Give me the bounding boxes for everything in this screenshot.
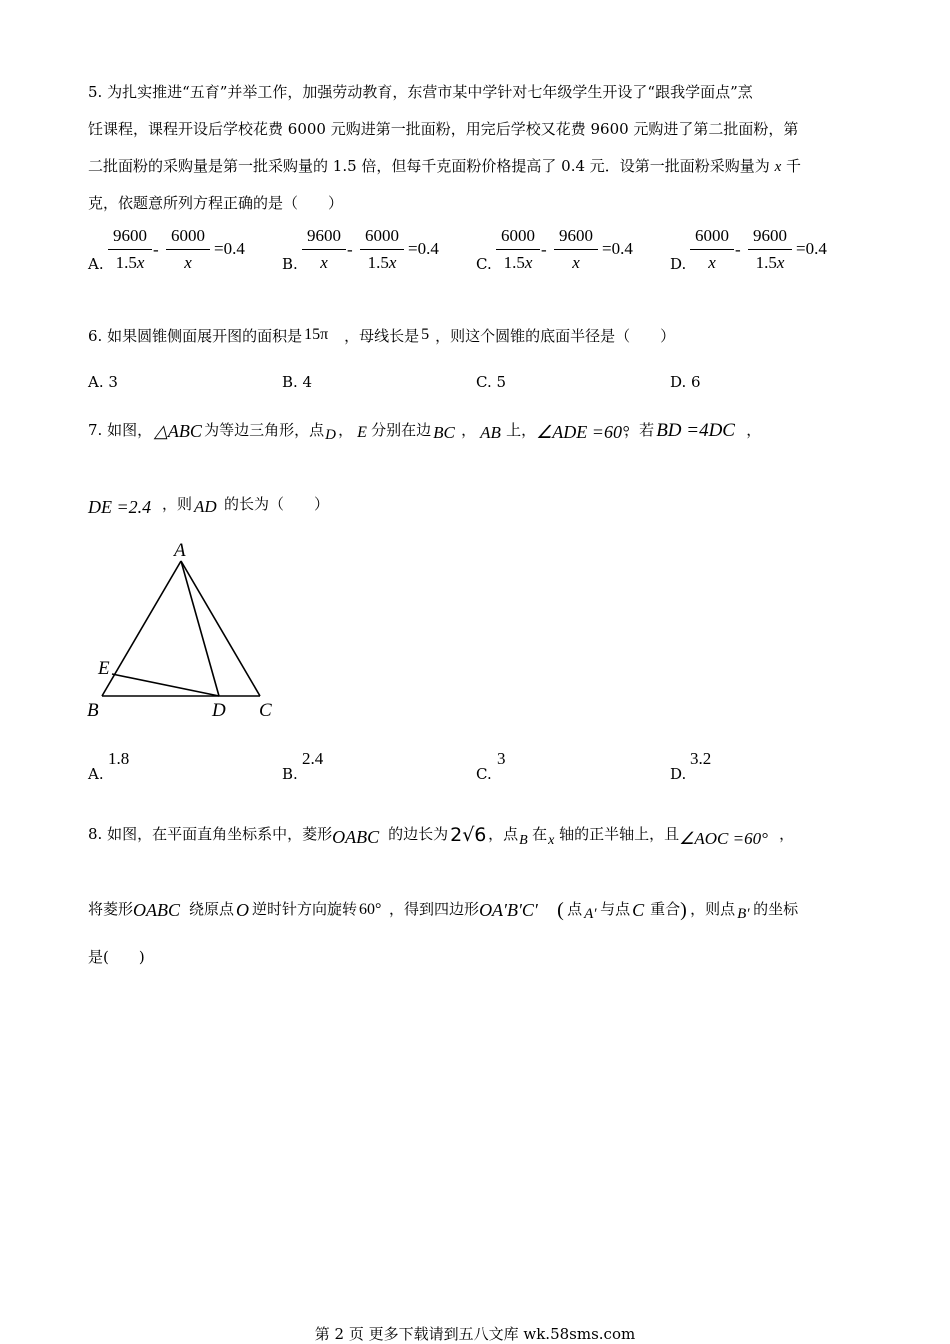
q7-ratio: BD =4DC — [656, 420, 735, 441]
q7-angle: ∠ADE =60° — [536, 422, 630, 442]
fraction-bar — [496, 249, 540, 250]
fig-side-ab — [102, 561, 181, 696]
q7-option-d-value: 3.2 — [690, 749, 712, 768]
q7-option-b-value: 2.4 — [302, 749, 324, 768]
q7-comma-2: ， — [461, 421, 477, 439]
q6-stem — [88, 326, 675, 346]
q8-point-a1: A′ — [584, 906, 597, 922]
q8-paren-right: ) — [680, 899, 687, 921]
minus-sign: - — [735, 240, 741, 259]
equation-rhs: =0.4 — [796, 239, 827, 258]
q8-t10: 点 — [567, 900, 583, 918]
fraction-denominator: 1.5x — [503, 253, 533, 272]
q8-paren-left: ( — [557, 899, 564, 921]
q8-t4: 在 — [532, 825, 548, 843]
q8-t5: 轴的正半轴上，且 — [559, 825, 680, 843]
q8-rhombus: OABC — [332, 827, 380, 847]
q8-quad: OA′B′C′ — [479, 900, 538, 920]
first-fraction — [496, 226, 540, 274]
fig-segment-de — [112, 674, 219, 696]
q6-option-c: C. 5 — [476, 373, 507, 391]
q5-line-2: 饪课程，课程开设后学校花费 6000 元购进第一批面粉，用完后学校又花费 9600 元购进了第二批面粉，第 — [88, 120, 799, 138]
fraction-bar — [690, 249, 734, 250]
q5-unit-tail: 千 — [786, 157, 802, 175]
fraction-denominator: x — [320, 253, 328, 272]
q7-t2: 为等边三角形，点 — [204, 421, 325, 439]
q7-comma-1: ， — [338, 421, 354, 439]
fraction-numerator: 9600 — [113, 226, 147, 245]
second-fraction — [360, 226, 404, 274]
q8-t13: ，则点 — [690, 900, 736, 918]
fraction-numerator: 6000 — [171, 226, 205, 245]
q7-point-e: E — [357, 424, 367, 441]
q8-t9: ，得到四边形 — [389, 900, 480, 918]
equation-rhs: =0.4 — [408, 239, 439, 258]
q5-line-3 — [88, 156, 801, 177]
q8-rhombus-2: OABC — [133, 900, 181, 920]
fraction-bar — [166, 249, 210, 250]
q5-option-label: C. — [476, 255, 492, 273]
q7-point-d: D — [325, 427, 336, 443]
equation-rhs: =0.4 — [602, 239, 633, 258]
q7-ad: AD — [194, 497, 217, 516]
q6-option-b: B. 4 — [282, 373, 313, 391]
q6-option-d: D. 6 — [670, 373, 701, 391]
q7-side-ab: AB — [480, 423, 501, 442]
q8-t8: 逆时针方向旋转 — [252, 900, 358, 918]
q8-degree: 60° — [359, 901, 382, 918]
q7-triangle-figure — [80, 536, 290, 726]
q5-line-3-text: 二批面粉的采购量是第一批采购量的 1.5 倍，但每千克面粉价格提高了 0.4 元．设第一批面粉采购量为 — [88, 157, 770, 175]
fig-side-ac — [181, 561, 260, 696]
fraction-denominator: 1.5x — [755, 253, 785, 272]
q5-line-1: 5. 为扎实推进“五育”并举工作，加强劳动教育，东营市某中学针对七年级学生开设了“跟我学面点”烹 — [88, 83, 753, 101]
fraction-bar — [108, 249, 152, 250]
fraction-numerator: 9600 — [559, 226, 593, 245]
q7-option-b-label: B. — [282, 765, 298, 783]
q6-area: 15π — [304, 326, 329, 343]
q7-option-c-value: 3 — [497, 749, 506, 768]
q7-de: DE =2.4 — [88, 497, 152, 517]
q5-var-x: x — [774, 159, 782, 175]
q8-side: 2√6 — [450, 824, 487, 846]
q8-origin-o: O — [236, 900, 250, 920]
q5-option-label: A. — [88, 255, 104, 273]
fig-label-c: C — [259, 700, 272, 721]
q7-side-bc: BC — [433, 423, 455, 442]
q8-point-b: B — [519, 833, 528, 848]
q8-stem-1 — [88, 824, 795, 848]
q7-option-d-label: D. — [670, 765, 687, 783]
q5-option-label: D. — [670, 255, 687, 273]
q6-option-a: A. 3 — [88, 373, 118, 391]
q7-triangle: △ABC — [154, 421, 202, 441]
q5-option-label: B. — [282, 255, 298, 273]
q7-option-a-label: A. — [88, 765, 104, 783]
q8-stem-3: 是( ) — [88, 948, 145, 966]
q7-t6: ，则 — [162, 495, 193, 513]
fraction-bar — [360, 249, 404, 250]
second-fraction — [554, 226, 598, 274]
fraction-denominator: x — [572, 253, 580, 272]
fig-label-d: D — [212, 700, 226, 721]
q8-t12: 重合 — [650, 900, 681, 918]
q7-stem-2 — [88, 494, 330, 517]
q8-angle: ∠AOC =60° — [679, 829, 768, 848]
q8-t1: 8. 如图，在平面直角坐标系中，菱形 — [88, 825, 333, 843]
fraction-bar — [554, 249, 598, 250]
first-fraction — [108, 226, 152, 274]
second-fraction — [166, 226, 210, 274]
fraction-numerator: 6000 — [695, 226, 729, 245]
q8-point-c: C — [632, 900, 645, 920]
minus-sign: - — [347, 240, 353, 259]
q8-t6: 将菱形 — [88, 900, 134, 918]
q8-axis-x: x — [548, 833, 555, 848]
fraction-denominator: x — [184, 253, 192, 272]
q5-line-4: 克，依题意所列方程正确的是（ ） — [88, 194, 344, 212]
fraction-bar — [302, 249, 346, 250]
minus-sign: - — [541, 240, 547, 259]
first-fraction — [690, 226, 734, 274]
q8-point-b1: B′ — [737, 906, 750, 922]
q7-t7: 的长为（ ） — [224, 495, 330, 513]
first-fraction — [302, 226, 346, 274]
fraction-numerator: 9600 — [307, 226, 341, 245]
q6-slant: 5 — [421, 326, 430, 343]
fig-label-a: A — [174, 540, 186, 561]
q8-t11: 与点 — [600, 900, 631, 918]
fraction-denominator: 1.5x — [115, 253, 145, 272]
second-fraction — [748, 226, 792, 274]
fraction-numerator: 6000 — [501, 226, 535, 245]
q7-t1: 7. 如图， — [88, 421, 153, 439]
q7-t4: 上， — [506, 421, 537, 439]
fraction-numerator: 9600 — [753, 226, 787, 245]
fraction-denominator: 1.5x — [367, 253, 397, 272]
fig-label-e: E — [98, 658, 110, 679]
fig-segment-ad — [181, 561, 219, 696]
fraction-bar — [748, 249, 792, 250]
fraction-denominator: x — [708, 253, 716, 272]
fraction-numerator: 6000 — [365, 226, 399, 245]
q8-t3: ，点 — [488, 825, 519, 843]
q8-comma: ， — [779, 825, 795, 843]
q8-t7: 绕原点 — [189, 900, 235, 918]
minus-sign: - — [153, 240, 159, 259]
q8-t2: 的边长为 — [388, 825, 449, 843]
q7-stem-1 — [88, 420, 762, 443]
q7-option-c-label: C. — [476, 765, 492, 783]
q6-text-c: ，则这个圆锥的底面半径是（ ） — [435, 327, 676, 345]
q7-t3: 分别在边 — [371, 421, 432, 439]
q6-text-a: 6. 如果圆锥侧面展开图的面积是 — [88, 327, 303, 345]
q8-t14: 的坐标 — [753, 900, 799, 918]
q8-stem-2 — [88, 899, 799, 922]
equation-rhs: =0.4 — [214, 239, 245, 258]
page-footer: 第 2 页 更多下载请到五八文库 wk.58sms.com — [314, 1325, 636, 1343]
fig-label-b: B — [87, 700, 99, 721]
q7-option-a-value: 1.8 — [108, 749, 130, 768]
q6-text-b: ，母线长是 — [344, 327, 420, 345]
q7-t5: ，若 — [624, 421, 655, 439]
q7-comma-3: ， — [746, 421, 762, 439]
